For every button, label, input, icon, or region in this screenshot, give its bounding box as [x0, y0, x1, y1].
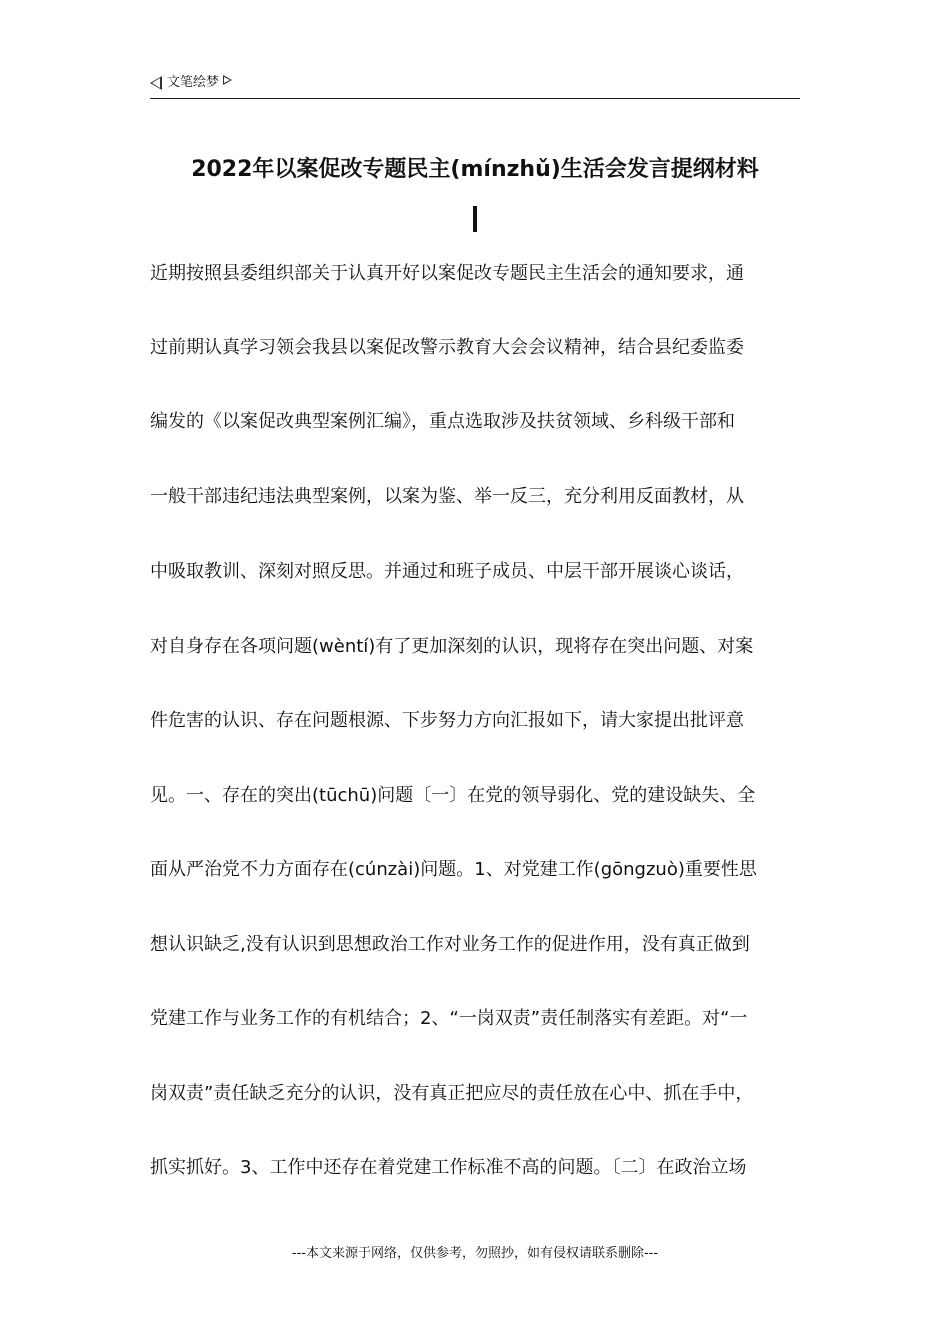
- triangle-right-icon: [223, 75, 232, 85]
- body-line: 抓实抓好。3、工作中还存在着党建工作标准不高的问题。〔二〕在政治立场: [150, 1157, 747, 1178]
- body-line: 编发的《以案促改典型案例汇编》，重点选取涉及扶贫领域、乡科级干部和: [150, 411, 735, 432]
- header-brand: [150, 74, 232, 93]
- page-footer: ---本文来源于网络，仅供参考，勿照抄，如有侵权请联系删除---: [291, 1246, 659, 1261]
- body-line: 见。一、存在的突出(tūchū)问题〔一〕在党的领导弱化、党的建设缺失、全: [150, 785, 756, 806]
- page-header: [150, 72, 800, 99]
- triangle-left-icon: [150, 76, 162, 90]
- body-line: 党建工作与业务工作的有机结合；2、“一岗双责”责任制落实有差距。对“一: [150, 1008, 748, 1029]
- text-cursor: [473, 206, 477, 232]
- body-line: 件危害的认识、存在问题根源、下步努力方向汇报如下，请大家提出批评意: [150, 710, 744, 731]
- body-line: 中吸取教训、深刻对照反思。并通过和班子成员、中层干部开展谈心谈话，: [150, 561, 744, 582]
- body-line: 近期按照县委组织部关于认真开好以案促改专题民主生活会的通知要求，通: [150, 263, 744, 284]
- body-line: 一般干部违纪违法典型案例，以案为鉴、举一反三，充分利用反面教材，从: [150, 486, 744, 507]
- document-title: 2022年以案促改专题民主(mínzhǔ)生活会发言提纲材料: [191, 157, 759, 182]
- body-line: 面从严治党不力方面存在(cúnzài)问题。1、对党建工作(gōngzuò)重要性思: [150, 859, 757, 880]
- body-line: 过前期认真学习领会我县以案促改警示教育大会会议精神，结合县纪委监委: [150, 337, 744, 358]
- body-line: 岗双责”责任缺乏充分的认识，没有真正把应尽的责任放在心中、抓在手中，: [150, 1083, 754, 1104]
- body-line: 想认识缺乏,没有认识到思想政治工作对业务工作的促进作用，没有真正做到: [150, 934, 750, 955]
- header-label: 文笔绘梦: [167, 75, 220, 90]
- body-line: 对自身存在各项问题(wèntí)有了更加深刻的认识，现将存在突出问题、对案: [150, 636, 754, 657]
